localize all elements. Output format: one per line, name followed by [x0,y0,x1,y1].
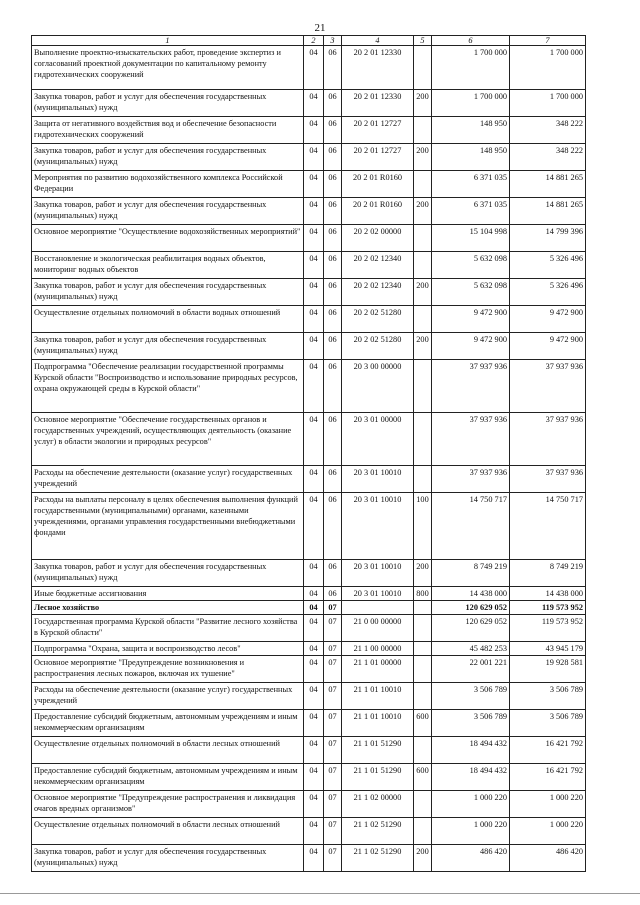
row-amount-year2: 3 506 789 [510,710,586,737]
column-header: 2 [304,36,324,46]
table-row [32,656,586,683]
row-name: Осуществление отдельных полномочий в области водных отношений [32,306,304,333]
column-header: 1 [32,36,304,46]
row-section: 04 [304,413,324,466]
row-amount-year1: 1 000 220 [432,791,510,818]
row-amount-year2: 14 750 717 [510,493,586,560]
page-bottom-rule [0,893,640,894]
row-target-article: 20 2 01 R0160 [342,171,414,198]
row-name: Закупка товаров, работ и услуг для обеспечения государственных (муниципальных) нужд [32,333,304,360]
row-expense-type [414,818,432,845]
row-subsection: 07 [324,791,342,818]
row-section: 04 [304,656,324,683]
row-target-article: 20 2 02 12340 [342,252,414,279]
row-section: 04 [304,171,324,198]
row-target-article: 20 2 01 12727 [342,117,414,144]
row-amount-year1: 37 937 936 [432,413,510,466]
table-row [32,845,586,872]
row-expense-type: 200 [414,279,432,306]
row-amount-year1: 120 629 052 [432,615,510,642]
row-amount-year2: 348 222 [510,144,586,171]
table-row [32,306,586,333]
table-row [32,279,586,306]
row-expense-type [414,737,432,764]
row-subsection: 07 [324,845,342,872]
row-target-article: 20 3 01 10010 [342,466,414,493]
table-row [32,333,586,360]
row-amount-year2: 16 421 792 [510,737,586,764]
row-name: Предоставление субсидий бюджетным, автономным учреждениям и иным некоммерческим организациям [32,710,304,737]
row-subsection: 06 [324,413,342,466]
row-expense-type: 200 [414,560,432,587]
row-amount-year2: 5 326 496 [510,252,586,279]
row-section: 04 [304,144,324,171]
row-amount-year1: 8 749 219 [432,560,510,587]
row-target-article: 21 1 01 00000 [342,656,414,683]
row-expense-type: 800 [414,587,432,601]
row-section: 04 [304,225,324,252]
table-row [32,225,586,252]
row-section: 04 [304,252,324,279]
row-subsection: 06 [324,360,342,413]
row-expense-type [414,225,432,252]
table-row [32,601,586,615]
row-name: Основное мероприятие "Предупреждение распространения и ликвидация очагов вредных организмов" [32,791,304,818]
row-section: 04 [304,493,324,560]
row-amount-year1: 6 371 035 [432,171,510,198]
row-expense-type: 200 [414,90,432,117]
row-subsection: 06 [324,225,342,252]
row-section: 04 [304,279,324,306]
row-amount-year1: 1 700 000 [432,46,510,90]
table-row [32,144,586,171]
row-name: Закупка товаров, работ и услуг для обеспечения государственных (муниципальных) нужд [32,560,304,587]
row-amount-year2: 14 881 265 [510,171,586,198]
row-target-article: 20 2 02 51280 [342,333,414,360]
row-target-article: 21 1 02 51290 [342,818,414,845]
row-subsection: 06 [324,252,342,279]
row-amount-year2: 14 799 396 [510,225,586,252]
column-header: 4 [342,36,414,46]
row-target-article: 21 1 00 00000 [342,642,414,656]
row-expense-type [414,413,432,466]
row-subsection: 07 [324,818,342,845]
row-section: 04 [304,560,324,587]
row-amount-year2: 348 222 [510,117,586,144]
row-target-article: 21 1 01 51290 [342,737,414,764]
row-amount-year2: 1 000 220 [510,791,586,818]
row-subsection: 06 [324,46,342,90]
row-name: Осуществление отдельных полномочий в области лесных отношений [32,737,304,764]
row-subsection: 07 [324,764,342,791]
column-header: 5 [414,36,432,46]
table-row [32,466,586,493]
row-section: 04 [304,466,324,493]
column-header: 3 [324,36,342,46]
row-amount-year1: 1 700 000 [432,90,510,117]
row-amount-year1: 15 104 998 [432,225,510,252]
row-section: 04 [304,117,324,144]
row-subsection: 07 [324,642,342,656]
row-subsection: 07 [324,710,342,737]
table-row [32,615,586,642]
table-row [32,46,586,90]
table-row [32,710,586,737]
row-amount-year1: 18 494 432 [432,737,510,764]
row-name: Закупка товаров, работ и услуг для обеспечения государственных (муниципальных) нужд [32,144,304,171]
row-amount-year2: 5 326 496 [510,279,586,306]
row-amount-year2: 119 573 952 [510,601,586,615]
row-expense-type: 200 [414,144,432,171]
table-row [32,360,586,413]
row-amount-year2: 37 937 936 [510,413,586,466]
row-amount-year1: 14 438 000 [432,587,510,601]
row-amount-year2: 19 928 581 [510,656,586,683]
row-name: Основное мероприятие "Обеспечение государственных органов и государственных учреждений, осуществляющих деятельность (оказание услуг) в области экологии и природных ресурсов" [32,413,304,466]
row-target-article: 21 0 00 00000 [342,615,414,642]
row-amount-year1: 14 750 717 [432,493,510,560]
row-amount-year1: 120 629 052 [432,601,510,615]
header-row [32,36,586,46]
row-section: 04 [304,360,324,413]
row-target-article: 20 2 02 00000 [342,225,414,252]
row-section: 04 [304,198,324,225]
row-target-article: 21 1 01 10010 [342,710,414,737]
table-row [32,252,586,279]
row-target-article: 21 1 02 00000 [342,791,414,818]
row-amount-year1: 37 937 936 [432,360,510,413]
row-expense-type [414,466,432,493]
row-name: Подпрограмма "Охрана, защита и воспроизводство лесов" [32,642,304,656]
column-header: 6 [432,36,510,46]
row-name: Лесное хозяйство [32,601,304,615]
row-name: Государственная программа Курской области "Развитие лесного хозяйства в Курской области" [32,615,304,642]
budget-table [31,35,586,872]
row-subsection: 06 [324,306,342,333]
row-amount-year1: 3 506 789 [432,683,510,710]
row-expense-type [414,46,432,90]
row-section: 04 [304,683,324,710]
row-name: Основное мероприятие "Предупреждение возникновения и распространения лесных пожаров, включая их тушение" [32,656,304,683]
row-target-article: 20 3 01 10010 [342,587,414,601]
row-target-article: 20 3 01 10010 [342,493,414,560]
table-row [32,90,586,117]
row-subsection: 06 [324,90,342,117]
row-section: 04 [304,764,324,791]
row-subsection: 07 [324,737,342,764]
row-subsection: 06 [324,171,342,198]
row-amount-year2: 1 700 000 [510,90,586,117]
row-amount-year1: 148 950 [432,117,510,144]
row-section: 04 [304,710,324,737]
row-expense-type: 200 [414,198,432,225]
row-amount-year2: 3 506 789 [510,683,586,710]
row-expense-type [414,615,432,642]
row-subsection: 06 [324,466,342,493]
row-expense-type [414,117,432,144]
row-amount-year1: 18 494 432 [432,764,510,791]
row-amount-year1: 148 950 [432,144,510,171]
row-amount-year2: 37 937 936 [510,360,586,413]
row-subsection: 06 [324,333,342,360]
row-expense-type [414,306,432,333]
table-row [32,642,586,656]
table-row [32,737,586,764]
row-amount-year2: 37 937 936 [510,466,586,493]
row-expense-type [414,791,432,818]
table-row [32,493,586,560]
row-section: 04 [304,642,324,656]
row-section: 04 [304,587,324,601]
row-amount-year2: 8 749 219 [510,560,586,587]
row-name: Закупка товаров, работ и услуг для обеспечения государственных (муниципальных) нужд [32,198,304,225]
row-target-article: 20 2 01 12727 [342,144,414,171]
row-amount-year2: 1 000 220 [510,818,586,845]
row-subsection: 06 [324,493,342,560]
table-row [32,791,586,818]
table-row [32,117,586,144]
row-amount-year2: 14 438 000 [510,587,586,601]
row-name: Расходы на выплаты персоналу в целях обеспечения выполнения функций государственными (муниципальными) органами, казенными учреждениями, органами управления государственными внебюджетными фондами [32,493,304,560]
row-target-article: 21 1 01 10010 [342,683,414,710]
row-name: Закупка товаров, работ и услуг для обеспечения государственных (муниципальных) нужд [32,845,304,872]
row-expense-type: 100 [414,493,432,560]
row-name: Предоставление субсидий бюджетным, автономным учреждениям и иным некоммерческим организациям [32,764,304,791]
table-row [32,560,586,587]
row-expense-type: 200 [414,845,432,872]
row-subsection: 07 [324,683,342,710]
row-name: Осуществление отдельных полномочий в области лесных отношений [32,818,304,845]
row-section: 04 [304,791,324,818]
row-amount-year2: 16 421 792 [510,764,586,791]
row-section: 04 [304,737,324,764]
row-target-article: 20 2 01 12330 [342,46,414,90]
row-name: Восстановление и экологическая реабилитация водных объектов, мониторинг водных объектов [32,252,304,279]
row-subsection: 07 [324,615,342,642]
row-amount-year1: 486 420 [432,845,510,872]
row-section: 04 [304,845,324,872]
row-amount-year1: 3 506 789 [432,710,510,737]
row-target-article: 20 3 01 00000 [342,413,414,466]
row-expense-type [414,360,432,413]
row-amount-year2: 43 945 179 [510,642,586,656]
row-amount-year2: 9 472 900 [510,306,586,333]
table-row [32,198,586,225]
row-amount-year1: 37 937 936 [432,466,510,493]
table-row [32,587,586,601]
row-target-article: 20 2 02 12340 [342,279,414,306]
row-subsection: 07 [324,601,342,615]
row-name: Расходы на обеспечение деятельности (оказание услуг) государственных учреждений [32,466,304,493]
row-name: Защита от негативного воздействия вод и обеспечение безопасности гидротехнических сооружений [32,117,304,144]
row-amount-year1: 5 632 098 [432,279,510,306]
row-name: Иные бюджетные ассигнования [32,587,304,601]
table-row [32,818,586,845]
row-section: 04 [304,615,324,642]
row-amount-year1: 45 482 253 [432,642,510,656]
table-row [32,764,586,791]
row-subsection: 06 [324,117,342,144]
column-header: 7 [510,36,586,46]
row-name: Основное мероприятие "Осуществление водохозяйственных мероприятий" [32,225,304,252]
row-expense-type: 200 [414,333,432,360]
row-expense-type [414,171,432,198]
row-name: Закупка товаров, работ и услуг для обеспечения государственных (муниципальных) нужд [32,90,304,117]
row-expense-type [414,252,432,279]
row-subsection: 06 [324,144,342,171]
row-subsection: 06 [324,587,342,601]
row-name: Расходы на обеспечение деятельности (оказание услуг) государственных учреждений [32,683,304,710]
row-amount-year1: 6 371 035 [432,198,510,225]
row-amount-year2: 14 881 265 [510,198,586,225]
row-target-article: 21 1 02 51290 [342,845,414,872]
row-subsection: 06 [324,279,342,306]
row-name: Подпрограмма "Обеспечение реализации государственной программы Курской области "Воспроизводство и использование природных ресурсов, охрана окружающей среды в Курской области" [32,360,304,413]
row-amount-year2: 119 573 952 [510,615,586,642]
row-subsection: 06 [324,198,342,225]
table-row [32,171,586,198]
row-name: Мероприятия по развитию водохозяйственного комплекса Российской Федерации [32,171,304,198]
row-target-article: 20 2 01 R0160 [342,198,414,225]
row-amount-year1: 5 632 098 [432,252,510,279]
row-amount-year1: 1 000 220 [432,818,510,845]
row-subsection: 07 [324,656,342,683]
row-expense-type [414,601,432,615]
row-section: 04 [304,601,324,615]
page-number: 21 [314,22,326,34]
row-target-article: 20 2 01 12330 [342,90,414,117]
row-target-article: 20 3 01 10010 [342,560,414,587]
row-expense-type [414,683,432,710]
row-section: 04 [304,818,324,845]
row-amount-year1: 9 472 900 [432,333,510,360]
table-row [32,413,586,466]
row-amount-year1: 22 001 221 [432,656,510,683]
row-section: 04 [304,306,324,333]
row-target-article: 20 2 02 51280 [342,306,414,333]
row-amount-year2: 486 420 [510,845,586,872]
row-target-article: 21 1 01 51290 [342,764,414,791]
row-expense-type [414,656,432,683]
row-amount-year1: 9 472 900 [432,306,510,333]
row-name: Закупка товаров, работ и услуг для обеспечения государственных (муниципальных) нужд [32,279,304,306]
row-name: Выполнение проектно-изыскательских работ, проведение экспертиз и согласований проектной документации по капитальному ремонту гидротехнических сооружений [32,46,304,90]
row-section: 04 [304,333,324,360]
row-section: 04 [304,46,324,90]
row-expense-type [414,642,432,656]
row-amount-year2: 9 472 900 [510,333,586,360]
row-target-article [342,601,414,615]
row-subsection: 06 [324,560,342,587]
row-target-article: 20 3 00 00000 [342,360,414,413]
table-row [32,683,586,710]
row-section: 04 [304,90,324,117]
row-amount-year2: 1 700 000 [510,46,586,90]
row-expense-type: 600 [414,764,432,791]
row-expense-type: 600 [414,710,432,737]
